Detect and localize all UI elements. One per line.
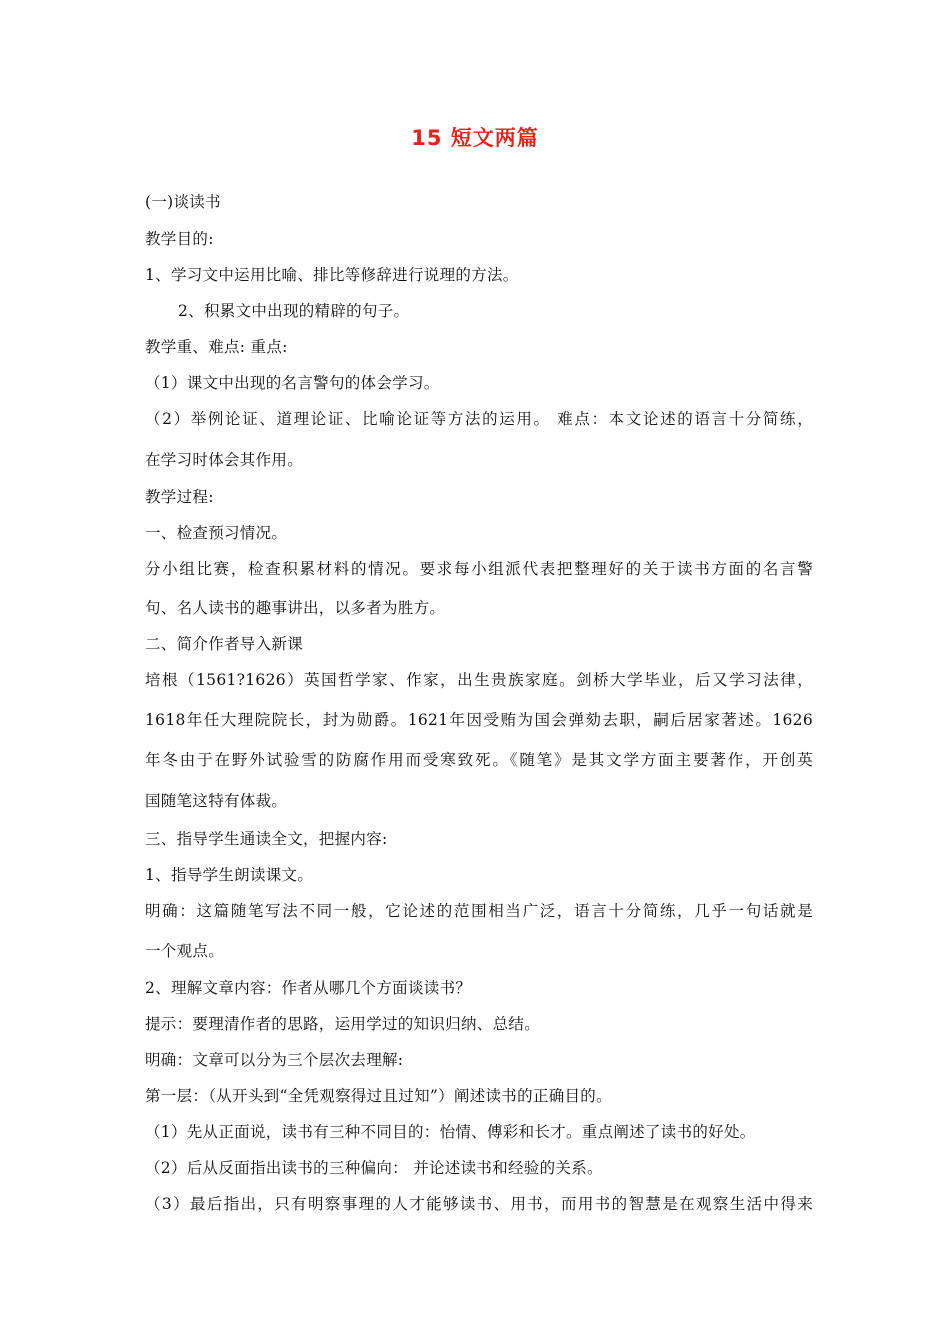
text-line: （1）课文中出现的名言警句的体会学习。 — [145, 374, 440, 392]
text-line: 年冬由于在野外试验雪的防腐作用而受寒致死。《随笔》是其文学方面主要著作，开创英 — [145, 751, 813, 769]
text-line: 句、名人读书的趣事讲出，以多者为胜方。 — [145, 599, 446, 617]
text-line: 国随笔这特有体裁。 — [145, 792, 288, 810]
text-line: （2）举例论证、道理论证、比喻论证等方法的运用。 难点：本文论述的语言十分简练， — [145, 410, 813, 428]
text-line: 培根（1561?1626）英国哲学家、作家，出生贵族家庭。剑桥大学毕业，后又学习法律， — [145, 671, 813, 689]
text-line: 1、学习文中运用比喻、排比等修辞进行说理的方法。 — [145, 266, 519, 284]
text-line: 2、理解文章内容：作者从哪几个方面谈读书？ — [145, 979, 472, 997]
text-line: 三、指导学生通读全文，把握内容: — [145, 830, 388, 848]
text-line: 一个观点。 — [145, 942, 225, 960]
text-line: 1、指导学生朗读课文。 — [145, 866, 314, 884]
text-line: （1）先从正面说，读书有三种不同目的：怡情、傅彩和长才。重点阐述了读书的好处。 — [145, 1123, 756, 1141]
text-line: 1618年任大理院院长，封为勋爵。1621年因受贿为国会弹劾去职，嗣后居家著述。1626 — [145, 711, 813, 729]
text-line: 明确：这篇随笔写法不同一般，它论述的范围相当广泛，语言十分简练，几乎一句话就是 — [145, 902, 813, 920]
text-line: 提示：要理清作者的思路，运用学过的知识归纳、总结。 — [145, 1015, 541, 1033]
section-heading: (一)谈读书 — [145, 193, 221, 211]
text-line: 教学重、难点: 重点: — [145, 338, 288, 356]
text-line: 明确：文章可以分为三个层次去理解: — [145, 1051, 404, 1069]
text-line: 一、检查预习情况。 — [145, 524, 288, 542]
text-line: 教学目的: — [145, 230, 214, 248]
text-line: 二、简介作者导入新课 — [145, 635, 304, 653]
text-line: 在学习时体会其作用。 — [145, 451, 304, 469]
text-line: 2、积累文中出现的精辟的句子。 — [178, 302, 410, 320]
text-line: （3）最后指出，只有明察事理的人才能够读书、用书，而用书的智慧是在观察生活中得来 — [145, 1195, 813, 1213]
text-line: 分小组比赛，检查积累材料的情况。要求每小组派代表把整理好的关于读书方面的名言警 — [145, 560, 813, 578]
document-title: 15 短文两篇 — [411, 126, 539, 150]
text-line: 第一层：（从开头到“全凭观察得过且过知”）阐述读书的正确目的。 — [145, 1087, 612, 1105]
text-line: 教学过程: — [145, 488, 214, 506]
text-line: （2）后从反面指出读书的三种偏向： 并论述读书和经验的关系。 — [145, 1159, 603, 1177]
